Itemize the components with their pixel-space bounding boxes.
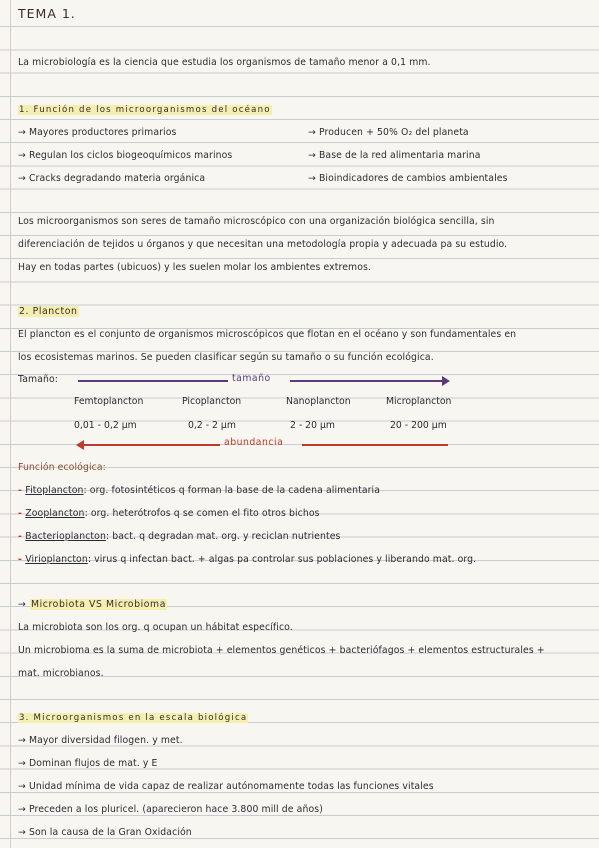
dash-bullet-icon: - — [18, 531, 26, 542]
section1-right-0: Producen + 50% O₂ del planeta — [318, 127, 469, 138]
abundance-scale-label: abundancia — [224, 437, 284, 448]
arrow-right-icon: → — [18, 827, 29, 838]
section1-heading-text: 1. Función de los microorganismos del océano — [19, 105, 271, 115]
arrow-right-icon: → — [308, 127, 319, 138]
section3-heading-text: 3. Microorganismos en la escala biológica — [19, 713, 248, 723]
arrow-right-icon — [442, 376, 450, 386]
micro-heading-text: Microbiota VS Microbioma — [30, 599, 167, 610]
arrow-right-icon: → — [18, 599, 30, 610]
list-item — [18, 758, 158, 769]
section1-left-0: Mayores productores primarios — [28, 127, 177, 138]
size-scale-line-left — [78, 380, 228, 382]
size-scale-label: tamaño — [232, 373, 271, 384]
class-micro: Microplancton — [386, 396, 452, 407]
section3-item-3: Preceden a los pluricel. (aparecieron hace 3.800 mill de años) — [28, 804, 323, 815]
list-item — [18, 508, 320, 519]
dash-bullet-icon: - — [18, 508, 26, 519]
dash-bullet-icon: - — [18, 485, 26, 496]
section1-heading — [18, 105, 272, 115]
size-scale-line-right — [290, 380, 442, 382]
section2-heading-text: 2. Plancton — [19, 306, 78, 317]
section2-def-0: El plancton es el conjunto de organismos microscópicos que flotan en el océano y son fundamentales en — [18, 329, 517, 340]
section1-left-2: Cracks degradando materia orgánica — [28, 173, 206, 184]
section3-item-4: Son la causa de la Gran Oxidación — [28, 827, 192, 838]
list-item — [18, 173, 205, 184]
micro-line-0: La microbiota son los org. q ocupan un hábitat específico. — [18, 622, 293, 633]
micro-line-1: Un microbioma es la suma de microbiota + elementos genéticos + bacteriófagos + elementos estructurales + — [18, 645, 545, 656]
section1-left-1: Regulan los ciclos biogeoquímicos marinos — [28, 150, 233, 161]
range-femto: 0,01 - 0,2 µm — [74, 420, 137, 431]
page-title: TEMA 1. — [18, 6, 76, 21]
list-item — [18, 804, 323, 815]
list-item — [308, 150, 481, 161]
arrow-right-icon: → — [18, 804, 29, 815]
list-item — [18, 554, 476, 565]
function-label: Función ecológica: — [18, 462, 106, 473]
section3-heading — [18, 713, 248, 723]
abundance-scale-line-left — [84, 444, 220, 446]
para1-line-0: Los microorganismos son seres de tamaño microscópico con una organización biológica sencilla, sin — [18, 216, 495, 227]
arrow-right-icon: → — [18, 127, 29, 138]
arrow-right-icon: → — [18, 781, 29, 792]
list-item — [18, 150, 232, 161]
function-text: : virus q infectan bact. + algas pa controlar sus poblaciones y liberando mat. org. — [87, 554, 477, 565]
section3-item-0: Mayor diversidad filogen. y met. — [28, 735, 183, 746]
arrow-left-icon — [76, 440, 84, 450]
arrow-right-icon: → — [18, 150, 29, 161]
function-term: Fitoplancton — [25, 485, 84, 496]
list-item — [18, 827, 192, 838]
range-nano: 2 - 20 µm — [290, 420, 335, 431]
range-micro: 20 - 200 µm — [390, 420, 447, 431]
section3-item-1: Dominan flujos de mat. y E — [28, 758, 158, 769]
list-item — [308, 173, 508, 184]
section1-right-1: Base de la red alimentaria marina — [318, 150, 481, 161]
function-text: : org. fotosintéticos q forman la base de la cadena alimentaria — [83, 485, 381, 496]
size-label: Tamaño: — [18, 374, 59, 385]
function-text: : bact. q degradan mat. org. y reciclan nutrientes — [105, 531, 341, 542]
arrow-right-icon: → — [18, 758, 29, 769]
class-pico: Picoplancton — [182, 396, 242, 407]
dash-bullet-icon: - — [18, 554, 26, 565]
function-term: Bacterioplancton — [25, 531, 106, 542]
intro-line: La microbiología es la ciencia que estudia los organismos de tamaño menor a 0,1 mm. — [18, 57, 431, 68]
section1-right-2: Bioindicadores de cambios ambientales — [318, 173, 508, 184]
range-pico: 0,2 - 2 µm — [188, 420, 236, 431]
list-item — [18, 531, 341, 542]
list-item — [308, 127, 469, 138]
para1-line-2: Hay en todas partes (ubicuos) y les suelen molar los ambientes extremos. — [18, 262, 371, 273]
margin-line — [10, 0, 11, 848]
arrow-right-icon: → — [18, 735, 29, 746]
class-nano: Nanoplancton — [286, 396, 351, 407]
arrow-right-icon: → — [308, 150, 319, 161]
abundance-scale-line-right — [302, 444, 448, 446]
list-item — [18, 127, 176, 138]
section2-def-1: los ecosistemas marinos. Se pueden clasificar según su tamaño o su función ecológica. — [18, 352, 434, 363]
arrow-right-icon: → — [308, 173, 319, 184]
function-term: Virioplancton — [25, 554, 88, 565]
list-item — [18, 485, 380, 496]
micro-line-2: mat. microbianos. — [18, 668, 104, 679]
section3-item-2: Unidad mínima de vida capaz de realizar autónomamente todas las funciones vitales — [28, 781, 434, 792]
class-femto: Femtoplancton — [74, 396, 144, 407]
micro-heading — [18, 599, 167, 610]
list-item — [18, 781, 434, 792]
list-item — [18, 735, 183, 746]
function-text: : org. heterótrofos q se comen el fito otros bichos — [84, 508, 320, 519]
section2-heading — [18, 306, 79, 317]
function-term: Zooplancton — [25, 508, 85, 519]
para1-line-1: diferenciación de tejidos u órganos y que necesitan una metodología propia y adecuada pa su estudio. — [18, 239, 508, 250]
arrow-right-icon: → — [18, 173, 29, 184]
